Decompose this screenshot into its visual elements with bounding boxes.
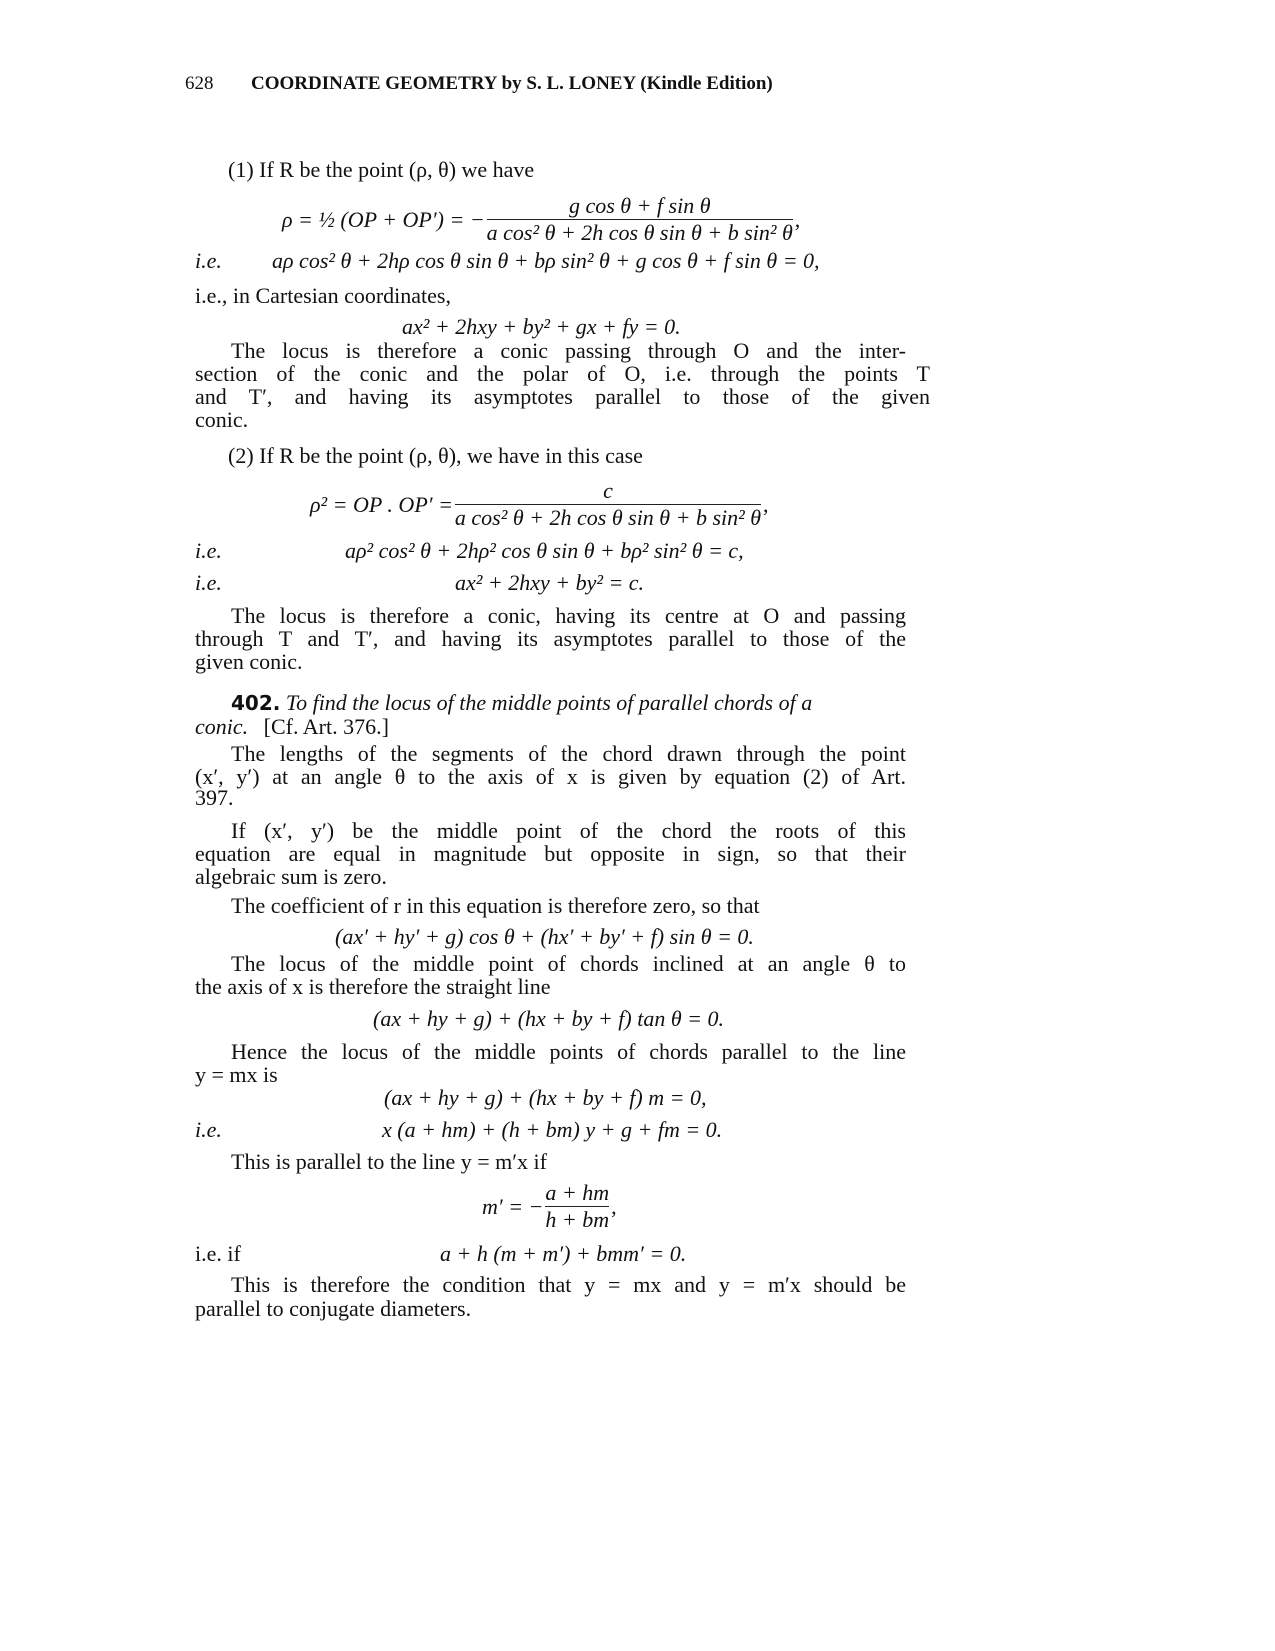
para-line: the axis of x is therefore the straight line: [195, 974, 551, 999]
case2-para-line: The locus is therefore a conic, having its centre at O and passing: [231, 603, 906, 628]
art402-heading-line2: [195, 714, 389, 740]
para-line: 397.: [195, 785, 234, 810]
case2-cartesian-eq: ax² + 2hxy + by² = c.: [455, 570, 645, 595]
para-line: This is therefore the condition that y = mx and y = m′x should be: [231, 1272, 906, 1297]
ie-if-label: i.e. if: [195, 1241, 241, 1266]
case1-para-line: and T′, and having its asymptotes parallel to those of the given: [195, 384, 930, 409]
book-title: COORDINATE GEOMETRY by S. L. LONEY (Kindle Edition): [251, 73, 773, 94]
eq-tail: ,: [794, 206, 801, 232]
eq-lhs: ρ² = OP . OP′ =: [310, 491, 453, 517]
case2-para-line: through T and T′, and having its asymptotes parallel to those of the: [195, 626, 906, 651]
para-line: equation are equal in magnitude but opposite in sign, so that their: [195, 841, 906, 866]
page-number: 628: [185, 73, 214, 94]
eq-tail: ,: [611, 1193, 617, 1219]
art402-heading: [231, 690, 812, 716]
eq-lhs: ρ = ½ (OP + OP′) = −: [282, 206, 485, 232]
para-line: The coefficient of r in this equation is therefore zero, so that: [231, 893, 760, 918]
equation: x (a + hm) + (h + bm) y + g + fm = 0.: [382, 1117, 723, 1142]
article-title-cont: conic.: [195, 714, 249, 739]
case1-para-line: The locus is therefore a conic passing through O and the inter-: [231, 338, 906, 363]
article-number: 402.: [231, 691, 281, 715]
case1-para-line: conic.: [195, 407, 249, 432]
para-line: y = mx is: [195, 1062, 278, 1087]
ie-label: i.e.: [195, 570, 222, 595]
case2-polar-eq: aρ² cos² θ + 2hρ² cos θ sin θ + bρ² sin² θ = c,: [345, 538, 744, 563]
numerator: a + hm: [545, 1180, 610, 1205]
para-line: The locus of the middle point of chords inclined at an angle θ to: [231, 951, 906, 976]
slope-equation: [482, 1180, 617, 1233]
article-title: To find the locus of the middle points of parallel chords of a: [285, 690, 813, 715]
case1-para-line: section of the conic and the polar of O, i.e. through the points T: [195, 361, 930, 386]
para-line: This is parallel to the line y = m′x if: [231, 1149, 547, 1174]
cartesian-equation: ax² + 2hxy + by² + gx + fy = 0.: [402, 314, 681, 339]
ie-label: i.e.: [195, 538, 222, 563]
denominator: h + bm: [545, 1207, 610, 1232]
denominator: a cos² θ + 2h cos θ sin θ + b sin² θ: [486, 220, 793, 245]
cartesian-text: i.e., in Cartesian coordinates,: [195, 283, 451, 308]
equation: (ax + hy + g) + (hx + by + f) tan θ = 0.: [373, 1006, 724, 1031]
ie-label: i.e.: [195, 248, 222, 273]
article-reference: [Cf. Art. 376.]: [263, 714, 389, 739]
para-line: algebraic sum is zero.: [195, 864, 387, 889]
ie-label: i.e.: [195, 1117, 222, 1142]
numerator: g cos θ + f sin θ: [568, 193, 711, 218]
eq-lhs: m′ = −: [482, 1193, 544, 1219]
case1-equation: [282, 193, 800, 246]
case1-polar-eq: aρ cos² θ + 2hρ cos θ sin θ + bρ sin² θ + g cos θ + f sin θ = 0,: [272, 248, 820, 273]
page-header: [185, 73, 773, 95]
case2-equation: [310, 478, 769, 531]
case2-para-line: given conic.: [195, 649, 303, 674]
para-line: (x′, y′) at an angle θ to the axis of x is given by equation (2) of Art.: [195, 764, 906, 789]
fraction: [545, 1180, 609, 1233]
para-line: Hence the locus of the middle points of chords parallel to the line: [231, 1039, 906, 1064]
eq-tail: ,: [763, 491, 769, 517]
para-line: parallel to conjugate diameters.: [195, 1296, 472, 1321]
para-line: The lengths of the segments of the chord drawn through the point: [231, 741, 906, 766]
numerator: c: [603, 478, 613, 503]
fraction: [455, 478, 761, 531]
case2-intro: (2) If R be the point (ρ, θ), we have in this case: [228, 443, 643, 468]
equation: (ax + hy + g) + (hx + by + f) m = 0,: [384, 1085, 707, 1110]
para-line: If (x′, y′) be the middle point of the chord the roots of this: [231, 818, 906, 843]
equation: (ax′ + hy′ + g) cos θ + (hx′ + by′ + f) sin θ = 0.: [335, 924, 754, 949]
denominator: a cos² θ + 2h cos θ sin θ + b sin² θ: [454, 505, 762, 530]
equation: a + h (m + m′) + bmm′ = 0.: [440, 1241, 687, 1266]
fraction: [487, 193, 793, 246]
case1-intro: (1) If R be the point (ρ, θ) we have: [228, 157, 535, 182]
